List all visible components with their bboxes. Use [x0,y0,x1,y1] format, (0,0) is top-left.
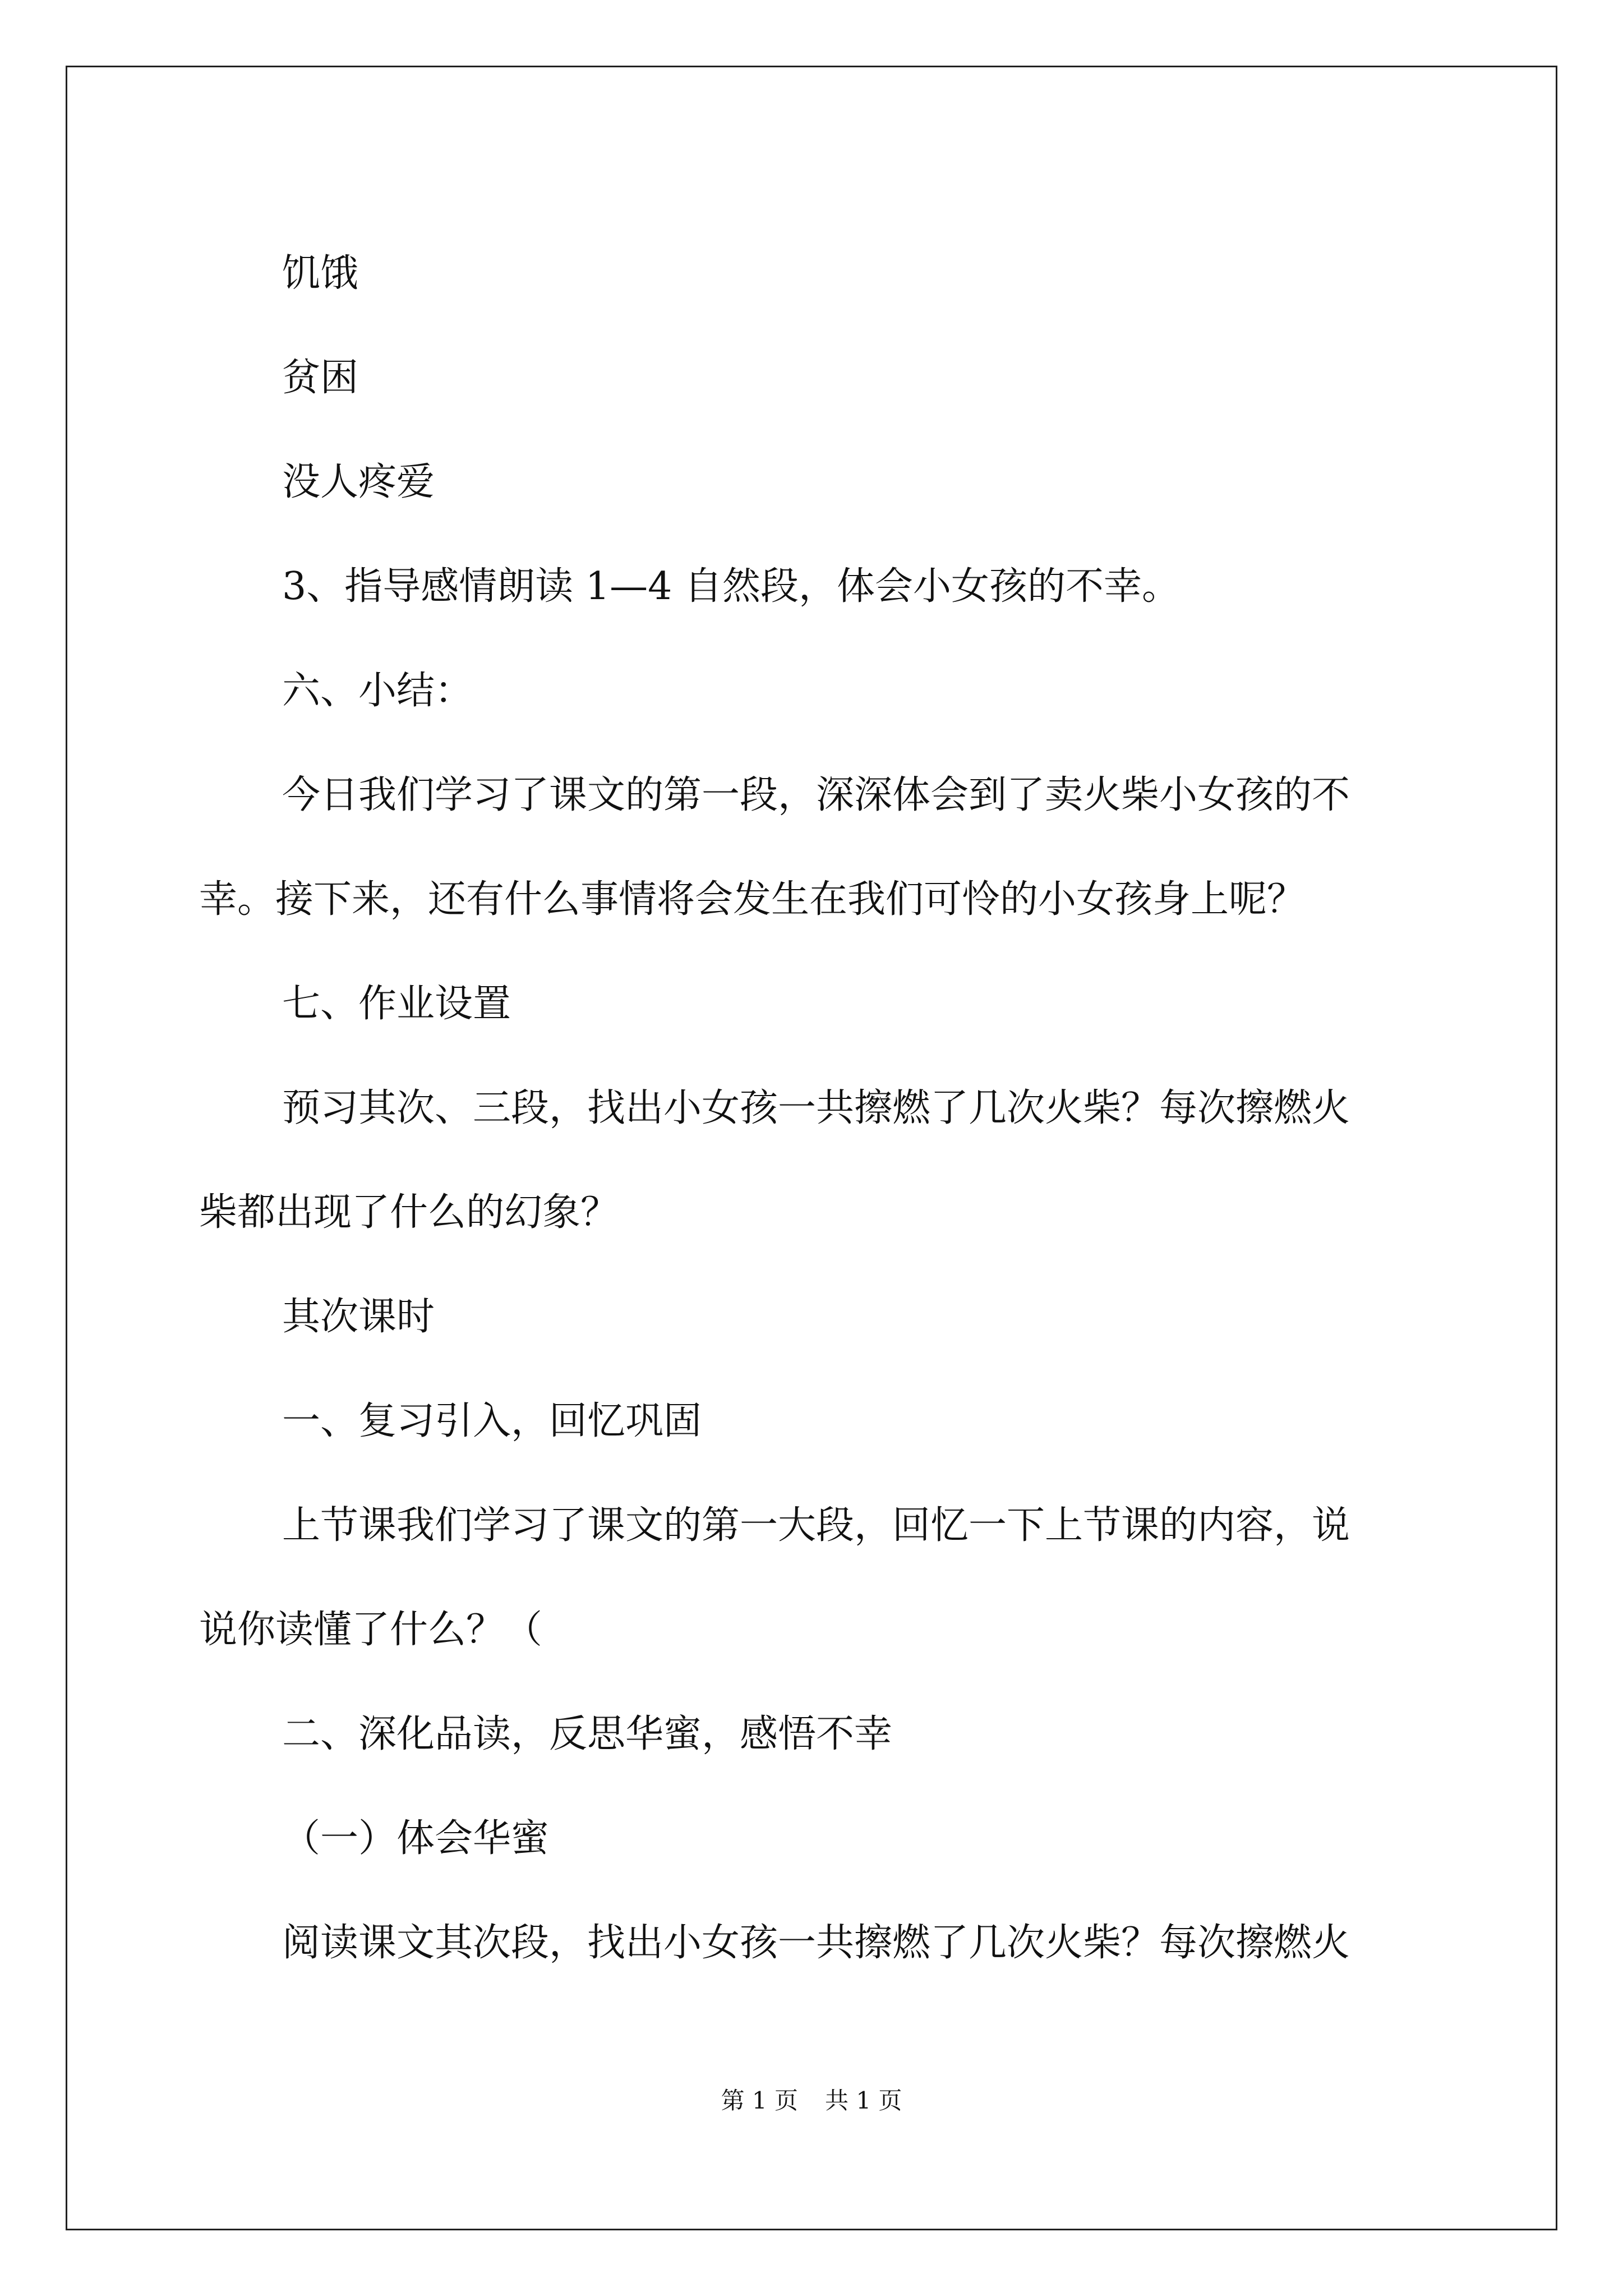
paragraph-poverty: 贫困 [282,356,359,400]
paragraph-second-section-reading: 阅读课文其次段，找出小女孩一共擦燃了几次火柴？每次擦燃火 [282,1921,1350,1965]
page-footer [0,2084,1623,2118]
paragraph-homework-line-2: 柴都出现了什么的幻象？ [199,1190,619,1235]
section-heading-homework: 七、作业设置 [282,982,511,1026]
subsection-heading-happiness: （一）体会华蜜 [282,1816,550,1861]
paragraph-unloved: 没人疼爱 [282,460,435,504]
section-heading-summary: 六、小结： [282,669,473,713]
paragraph-summary-line-1: 今日我们学习了课文的第一段，深深体会到了卖火柴小女孩的不 [282,773,1350,817]
paragraph-homework-line-1: 预习其次、三段，找出小女孩一共擦燃了几次火柴？每次擦燃火 [282,1086,1350,1130]
paragraph-summary-line-2: 幸。接下来，还有什么事情将会发生在我们可怜的小女孩身上呢？ [199,877,1306,922]
paragraph-hunger: 饥饿 [282,251,359,296]
page-number-total: 共 1 页 [825,2087,902,2114]
section-heading-review: 一、复习引入，回忆巩固 [282,1399,702,1443]
paragraph-reading-guidance: 3、指导感情朗读 1—4 自然段，体会小女孩的不幸。 [282,564,1181,609]
page-number-current: 第 1 页 [721,2087,798,2114]
document-body [199,222,1433,1995]
paragraph-review-line-2: 说你读懂了什么？（ [199,1608,543,1652]
section-heading-second-lesson: 其次课时 [282,1295,435,1339]
paragraph-review-line-1: 上节课我们学习了课文的第一大段，回忆一下上节课的内容，说 [282,1503,1350,1548]
section-heading-deep-reading: 二、深化品读，反思华蜜，感悟不幸 [282,1712,893,1756]
